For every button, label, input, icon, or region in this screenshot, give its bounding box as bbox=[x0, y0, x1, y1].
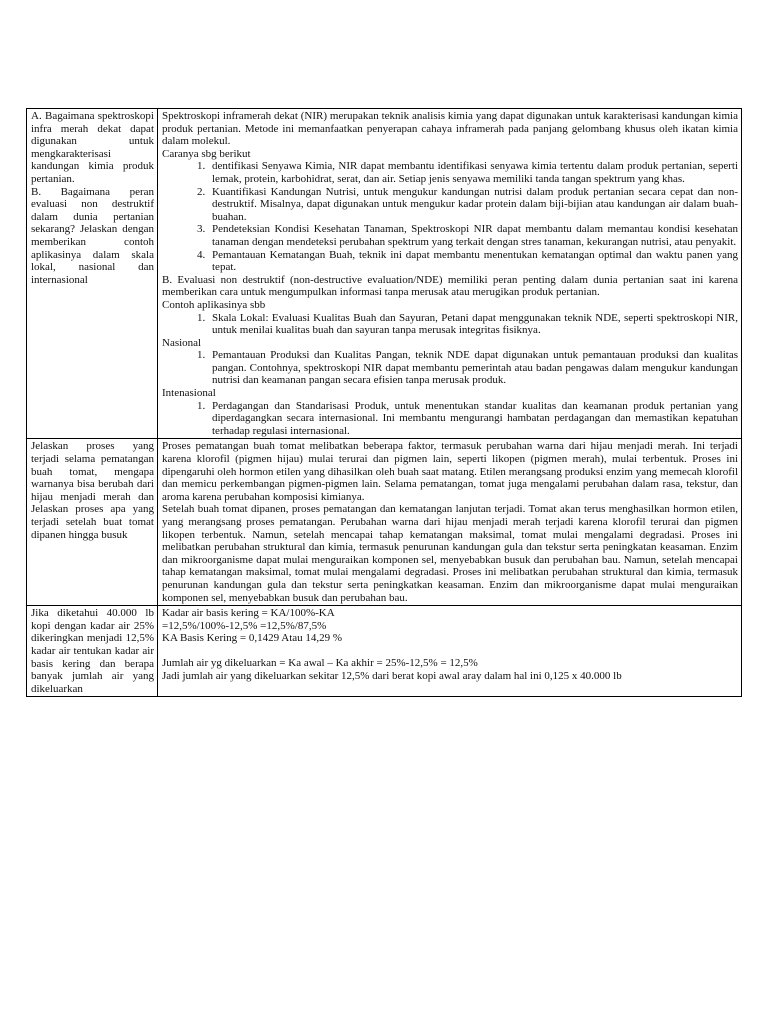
answer-cell bbox=[158, 606, 742, 697]
nde-intro: B. Evaluasi non destruktif (non-destructive evaluation/NDE) memiliki peran penting dalam dunia pertanian saat ini karena memberikan cara untuk mengumpulkan informasi tanpa merusak atau merugikan produk pertanian. bbox=[162, 273, 738, 299]
international-heading: Intenasional bbox=[162, 387, 216, 400]
formula-line: Kadar air basis kering = KA/100%-KA bbox=[162, 607, 335, 620]
question-cell bbox=[27, 606, 158, 697]
question-cell bbox=[27, 109, 158, 439]
table-row bbox=[27, 606, 742, 697]
steps-list bbox=[162, 160, 738, 273]
question-text: Jelaskan proses yang terjadi selama pematangan buah tomat, mengapa warnanya bisa berubah dari hijau menjadi merah dan Jelaskan proses apa yang terjadi setelah buat tomat dipanen hingga busuk bbox=[31, 440, 154, 541]
formula-line: =12,5%/100%-12,5% =12,5%/87,5% bbox=[162, 619, 327, 632]
list-item: 1. Perdagangan dan Standarisasi Produk, untuk menentukan standar kualitas dan keamanan produk pertanian yang diperdagangkan secara internasional. Ini membantu mengurangi hambatan perdagangan dan memastikan kepatuhan terhadap regulasi internasional. bbox=[208, 400, 738, 438]
answer-cell bbox=[158, 439, 742, 606]
qa-table bbox=[26, 108, 742, 697]
answer-intro: Spektroskopi inframerah dekat (NIR) merupakan teknik analisis kimia yang dapat digunakan untuk karakterisasi kandungan kimia produk pertanian. Metode ini memanfaatkan penyerapan cahaya inframerah pada panjang gelombang khusus oleh ikatan kimia dalam molekul. bbox=[162, 110, 738, 148]
examples-heading: Contoh aplikasinya sbb bbox=[162, 298, 266, 311]
national-list bbox=[162, 349, 738, 387]
list-item: 1. dentifikasi Senyawa Kimia, NIR dapat membantu identifikasi senyawa kimia tertentu dalam produk pertanian, seperti lemak, protein, karbohidrat, serat, dan air. Setiap jenis senyawa memiliki tanda tangan spektrum yang khas. bbox=[208, 160, 738, 185]
international-list bbox=[162, 400, 738, 438]
list-item: 2. Kuantifikasi Kandungan Nutrisi, untuk mengukur kandungan nutrisi dalam produk pertanian secara cepat dan non-destruktif. Misalnya, dapat digunakan untuk mengukur kadar protein dalam biji-bijian atau kandungan air dalam buah-buahan. bbox=[208, 186, 738, 224]
national-heading: Nasional bbox=[162, 336, 202, 349]
answer-paragraph: Proses pematangan buah tomat melibatkan beberapa faktor, termasuk perubahan warna dari hijau menjadi merah. Ini terjadi karena klorofil (pigmen hijau) mulai terurai dan pigmen lain, seperti likopen (pigmen merah), mulai terbentuk. Proses ini dipengaruhi oleh hormon etilen yang dihasilkan oleh buah saat matang. Etilen merangsang produksi enzim yang memecah klorofil dan memicu perkembangan pigmen-pigmen lain. Selama pematangan, tomat juga mengalami perubahan dalam rasa, tekstur, dan aroma karena perubahan komposisi kimianya. bbox=[162, 440, 738, 503]
answer-cell bbox=[158, 109, 742, 439]
steps-heading: Caranya sbg berikut bbox=[162, 147, 251, 160]
table-row bbox=[27, 439, 742, 606]
formula-line: Jumlah air yg dikeluarkan = Ka awal – Ka akhir = 25%-12,5% = 12,5% bbox=[162, 656, 478, 669]
answer-paragraph: Setelah buah tomat dipanen, proses pematangan dan kematangan lanjutan terjadi. Tomat akan terus menghasilkan hormon etilen, yang merangsang proses pematangan. Perubahan warna dari hijau menjadi merah terjadi karena klorofil terurai dan pigmen likopen terbentuk. Namun, setelah mencapai tahap kematangan maksimal, tomat mulai mengalami degradasi. Proses ini melibatkan perubahan struktural dan kimia, termasuk penurunan kandungan gula dan tekstur serta peningkatan keasaman. Enzim dan mikroorganisme dapat mulai menguraikan komponen sel, menyebabkan busuk dan perubahan bau. Namun, setelah mencapai tahap kematangan maksimal, tomat mulai mengalami degradasi. Proses ini melibatkan perubahan struktural dan kimia, termasuk penurunan kandungan gula dan tekstur serta peningkatkan keasaman. Enzim dan mikroorganisme dapat mulai menguraikan komponen sel, menyebabkan busuk dan perubahan bau. bbox=[162, 503, 738, 604]
list-item: 3. Pendeteksian Kondisi Kesehatan Tanaman, Spektroskopi NIR dapat membantu dalam memantau kondisi kesehatan tanaman dengan mendeteksi perubahan spektrum yang terkait dengan stres tanaman, kekurangan nutrisi, atau penyakit. bbox=[208, 223, 738, 248]
formula-line: KA Basis Kering = 0,1429 Atau 14,29 % bbox=[162, 632, 343, 645]
local-list bbox=[162, 312, 738, 337]
document-page bbox=[26, 108, 742, 697]
question-a: A. Bagaimana spektroskopi infra merah dekat dapat digunakan untuk mengkarakterisasi kandungan kimia produk pertanian. bbox=[31, 110, 154, 185]
list-item: 4. Pemantauan Kematangan Buah, teknik ini dapat membantu menentukan kematangan optimal dan waktu panen yang tepat. bbox=[208, 249, 738, 274]
conclusion-line: Jadi jumlah air yang dikeluarkan sekitar 12,5% dari berat kopi awal aray dalam hal ini 0,125 x 40.000 lb bbox=[162, 669, 622, 682]
list-item: 1. Skala Lokal: Evaluasi Kualitas Buah dan Sayuran, Petani dapat menggunakan teknik NDE, seperti spektroskopi NIR, untuk menilai kualitas buah dan sayuran tanpa merusak integritas fisiknya. bbox=[208, 312, 738, 337]
question-cell bbox=[27, 439, 158, 606]
list-item: 1. Pemantauan Produksi dan Kualitas Pangan, teknik NDE dapat digunakan untuk pemantauan produksi dan kualitas pangan. Contohnya, spektroskopi NIR dapat membantu pemerintah atau badan pengawas dalam mengukur kandungan nutrisi dan keamanan pangan secara efisien tanpa merusak produk. bbox=[208, 349, 738, 387]
spacer bbox=[162, 645, 738, 657]
question-text: Jika diketahui 40.000 lb kopi dengan kadar air 25% dikeringkan menjadi 12,5% kadar air tentukan kadar air basis kering dan berapa banyak jumlah air yang dikeluarkan bbox=[31, 607, 154, 695]
table-row bbox=[27, 109, 742, 439]
question-b: B. Bagaimana peran evaluasi non destruktif dalam dunia pertanian sekarang? Jelaskan dengan memberikan contoh aplikasinya dalam skala lokal, nasional dan internasional bbox=[31, 185, 154, 286]
